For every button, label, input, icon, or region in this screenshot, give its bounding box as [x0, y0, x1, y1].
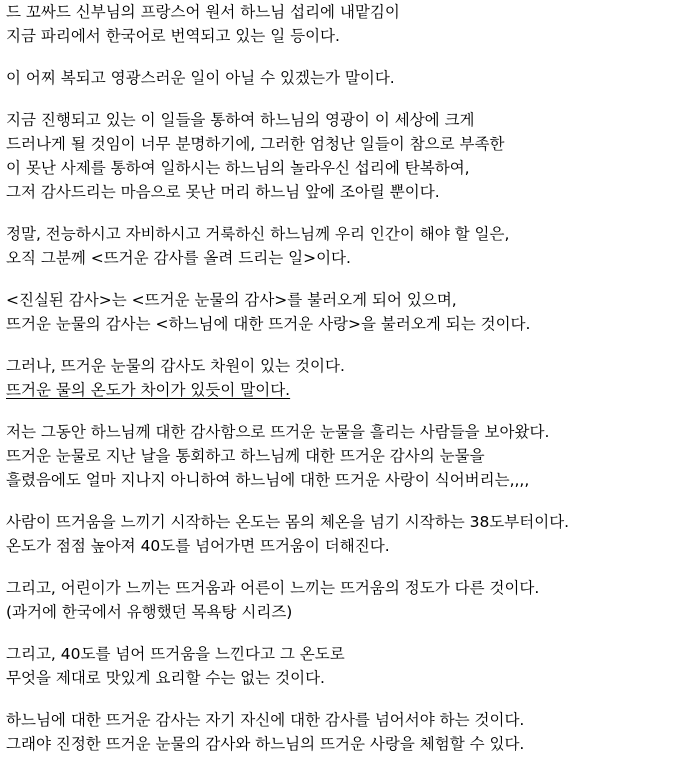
text-line: 뜨거운 눈물로 지난 날을 통회하고 하느님께 대한 뜨거운 감사의 눈물을 — [6, 447, 485, 465]
paragraph-11 — [6, 708, 692, 756]
text-line: 그래야 진정한 뜨거운 눈물의 감사와 하느님의 뜨거운 사랑을 체험할 수 있다. — [6, 735, 525, 753]
paragraph-1 — [6, 0, 692, 48]
text-line: (과거에 한국에서 유행했던 목욕탕 시리즈) — [6, 603, 293, 621]
text-line: 드 꼬싸드 신부님의 프랑스어 원서 하느님 섭리에 내맡김이 — [6, 3, 400, 21]
paragraph-spacer — [6, 48, 692, 66]
text-line: 지금 파리에서 한국어로 번역되고 있는 일 등이다. — [6, 27, 340, 45]
text-line: 하느님에 대한 뜨거운 감사는 자기 자신에 대한 감사를 넘어서야 하는 것이다. — [6, 711, 525, 729]
paragraph-spacer — [6, 690, 692, 708]
text-line: 사람이 뜨거움을 느끼기 시작하는 온도는 몸의 체온을 넘기 시작하는 38도부터이다. — [6, 513, 570, 531]
underlined-text-line: 뜨거운 물의 온도가 차이가 있듯이 말이다. — [6, 381, 291, 399]
paragraph-spacer — [6, 270, 692, 288]
text-line: 그러나, 뜨거운 눈물의 감사도 차원이 있는 것이다. — [6, 357, 345, 375]
text-line: 드러나게 될 것임이 너무 분명하기에, 그러한 엄청난 일들이 참으로 부족한 — [6, 135, 505, 153]
paragraph-7 — [6, 420, 692, 492]
text-line: 정말, 전능하시고 자비하시고 거룩하신 하느님께 우리 인간이 해야 할 일은, — [6, 225, 510, 243]
text-line: 무엇을 제대로 맛있게 요리할 수는 없는 것이다. — [6, 669, 325, 687]
text-line: 그리고, 어린이가 느끼는 뜨거움과 어른이 느끼는 뜨거움의 정도가 다른 것이다. — [6, 579, 540, 597]
paragraph-spacer — [6, 558, 692, 576]
paragraph-spacer — [6, 204, 692, 222]
paragraph-5 — [6, 288, 692, 336]
paragraph-4 — [6, 222, 692, 270]
paragraph-spacer — [6, 336, 692, 354]
text-line: 지금 진행되고 있는 이 일들을 통하여 하느님의 영광이 이 세상에 크게 — [6, 111, 475, 129]
paragraph-3 — [6, 108, 692, 204]
paragraph-10 — [6, 642, 692, 690]
paragraph-9 — [6, 576, 692, 624]
text-line: 뜨거운 눈물의 감사는 <하느님에 대한 뜨거운 사랑>을 불러오게 되는 것이다. — [6, 315, 531, 333]
text-line: 그저 감사드리는 마음으로 못난 머리 하느님 앞에 조아릴 뿐이다. — [6, 183, 440, 201]
paragraph-6 — [6, 354, 692, 402]
paragraph-spacer — [6, 402, 692, 420]
text-line: <진실된 감사>는 <뜨거운 눈물의 감사>를 불러오게 되어 있으며, — [6, 291, 457, 309]
text-line: 이 못난 사제를 통하여 일하시는 하느님의 놀라우신 섭리에 탄복하여, — [6, 159, 470, 177]
paragraph-8 — [6, 510, 692, 558]
paragraph-spacer — [6, 90, 692, 108]
paragraph-2 — [6, 66, 692, 90]
paragraph-spacer — [6, 492, 692, 510]
text-line: 온도가 점점 높아져 40도를 넘어가면 뜨거움이 더해진다. — [6, 537, 390, 555]
text-line: 저는 그동안 하느님께 대한 감사함으로 뜨거운 눈물을 흘리는 사람들을 보아왔다. — [6, 423, 550, 441]
document-body — [6, 0, 692, 756]
paragraph-spacer — [6, 624, 692, 642]
text-line: 그리고, 40도를 넘어 뜨거움을 느낀다고 그 온도로 — [6, 645, 345, 663]
text-line: 이 어찌 복되고 영광스러운 일이 아닐 수 있겠는가 말이다. — [6, 69, 395, 87]
text-line: 오직 그분께 <뜨거운 감사를 올려 드리는 일>이다. — [6, 249, 351, 267]
text-line: 흘렸음에도 얼마 지나지 아니하여 하느님에 대한 뜨거운 사랑이 식어버리는,,,, — [6, 471, 530, 489]
